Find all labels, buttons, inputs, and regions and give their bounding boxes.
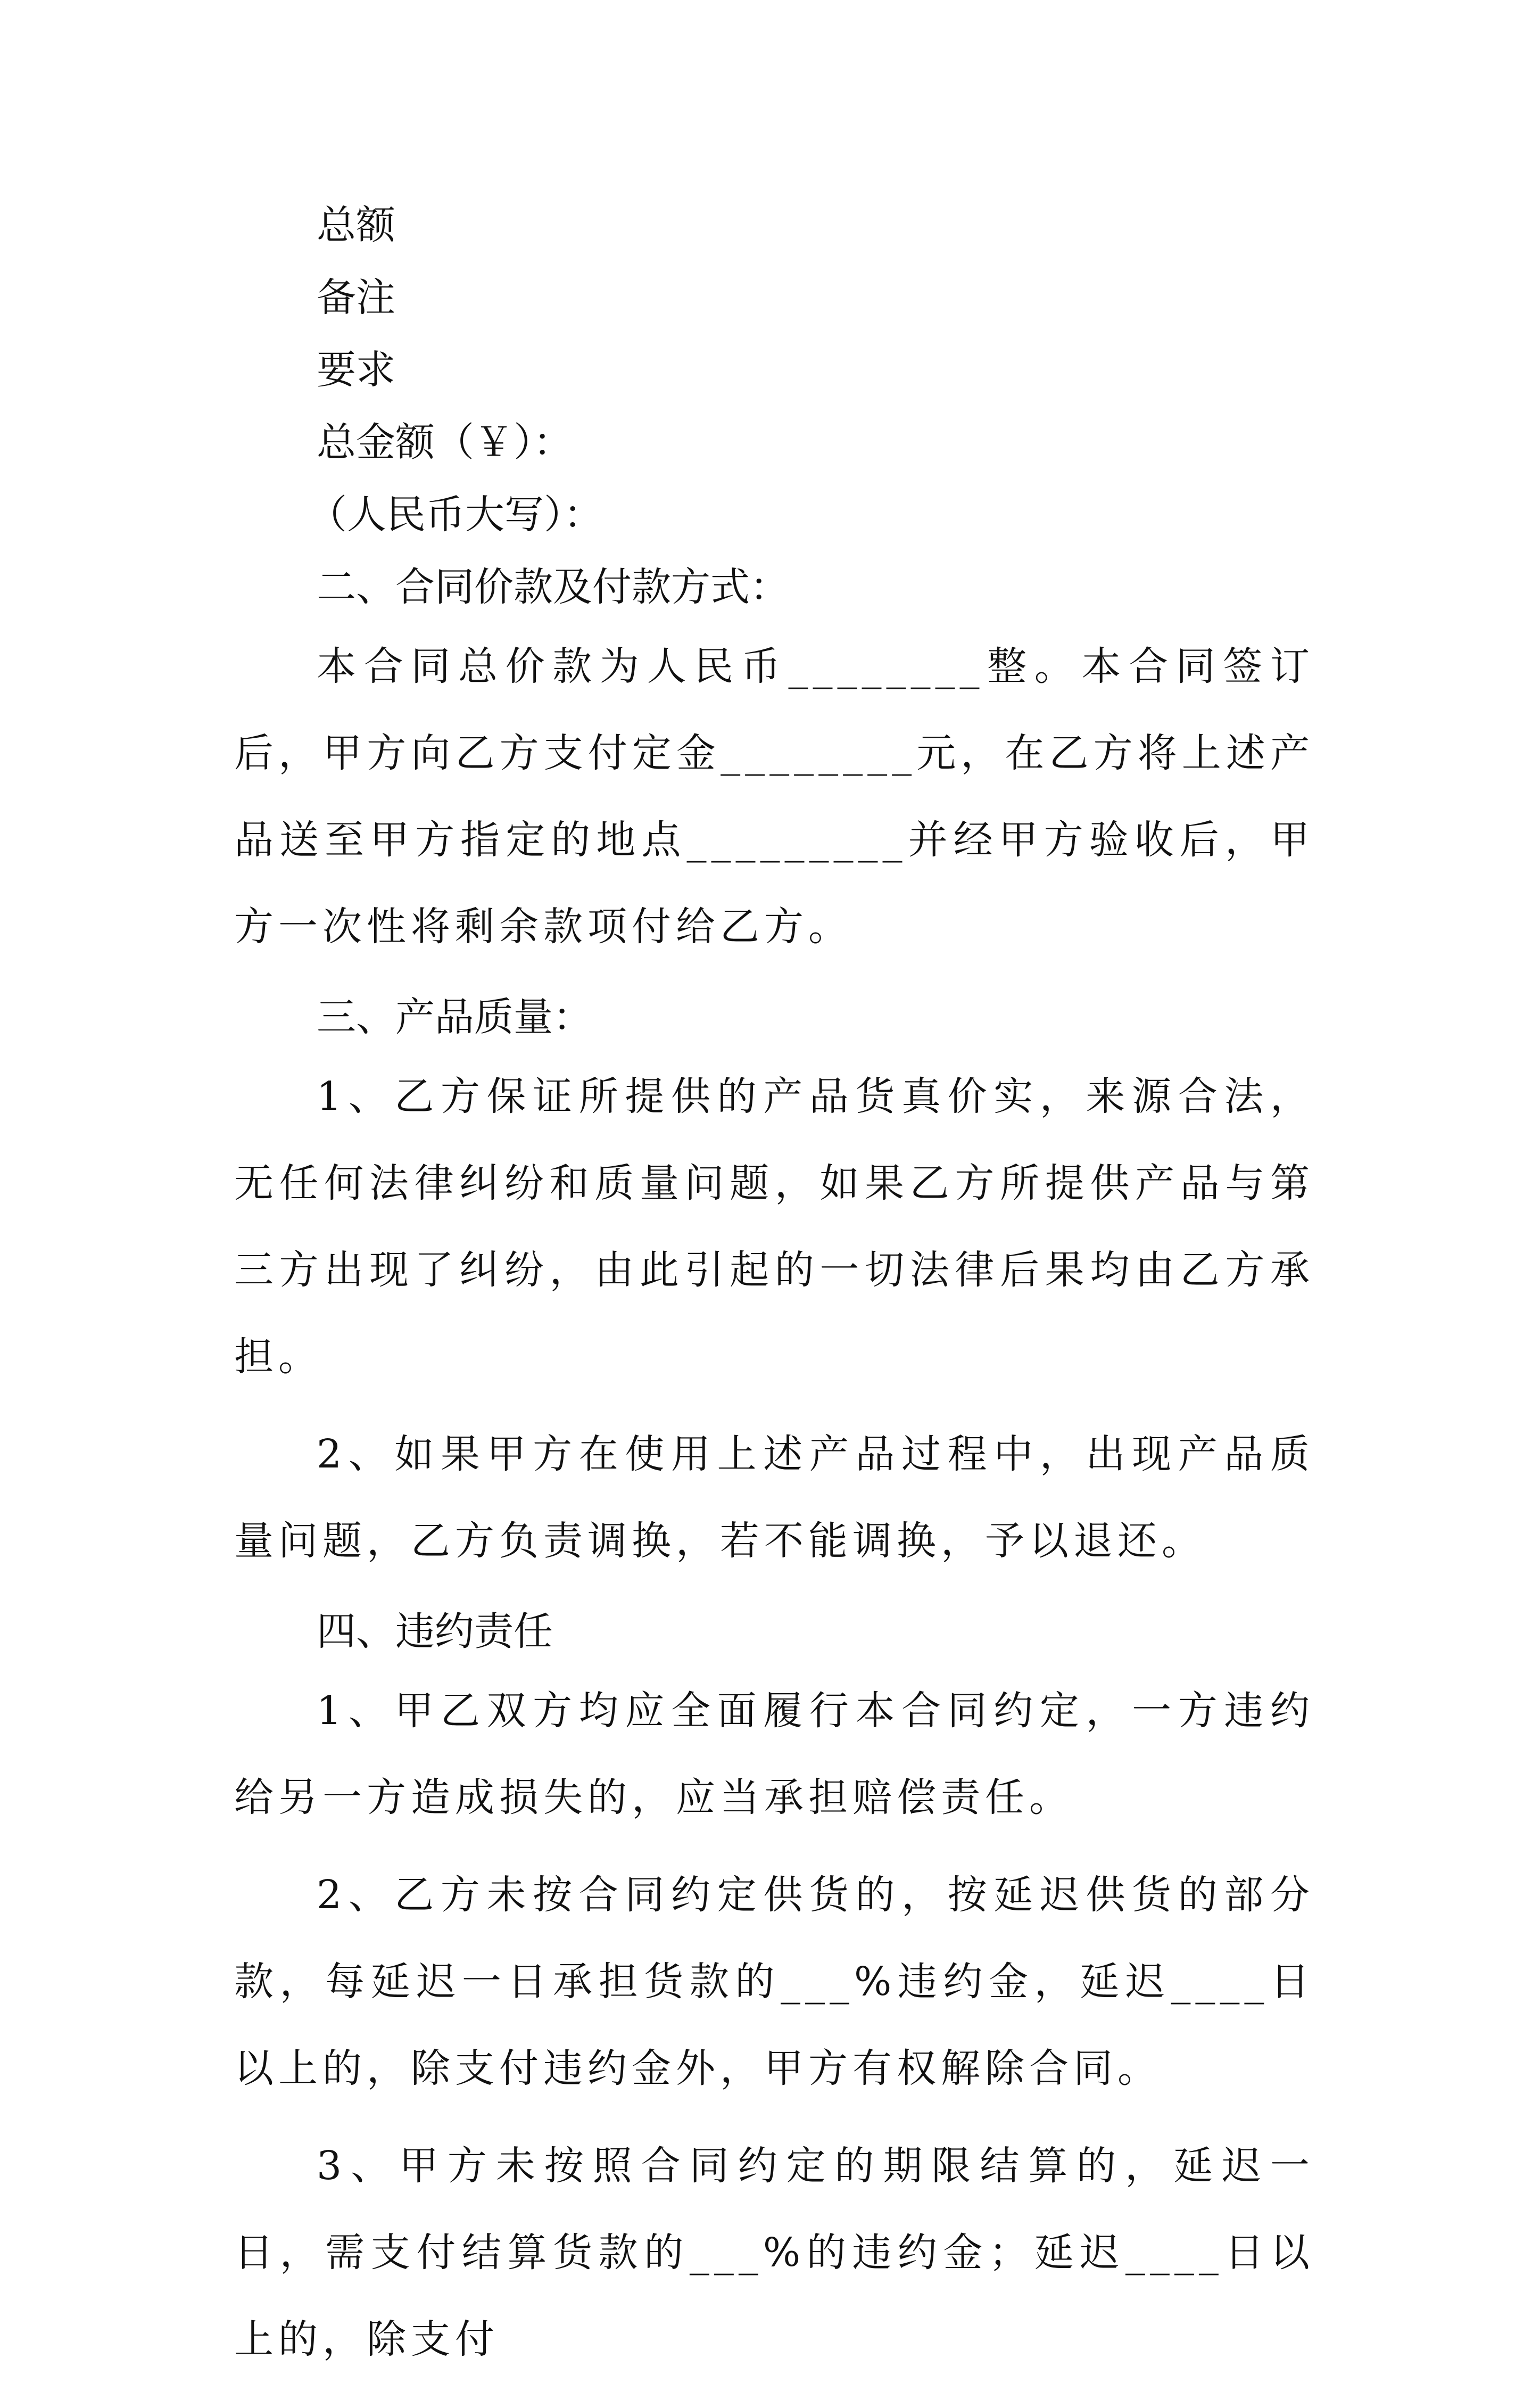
- line-total-amount: 总金额（￥）：: [317, 419, 573, 465]
- line-rmb-uppercase: （人民币大写）：: [308, 492, 603, 538]
- section4-item2: 2、乙方未按合同约定供货的，按延迟供货的部分款，每延迟一日承担货款的___%违约金，延迟____日以上的，除支付违约金外，甲方有权解除合同。: [234, 1872, 1314, 2091]
- line-requirement: 要求: [317, 347, 395, 393]
- spacer: [234, 1585, 1314, 1595]
- spacer: [234, 970, 1314, 981]
- section4-item1: 1、甲乙双方均应全面履行本合同约定，一方违约给另一方造成损失的，应当承担赔偿责任。: [234, 1688, 1314, 1820]
- section3-item2: 2、如果甲方在使用上述产品过程中，出现产品质量问题，乙方负责调换，若不能调换，予以退还。: [234, 1431, 1314, 1564]
- spacer: [234, 1400, 1314, 1411]
- section4-item3: 3、甲方未按照合同约定的期限结算的，延迟一日，需支付结算货款的___%的违约金；延迟____日以上的，除支付: [234, 2143, 1314, 2362]
- line-total: 总额: [317, 202, 395, 248]
- section2-heading: 二、合同价款及付款方式：: [317, 564, 789, 610]
- line-remark: 备注: [317, 275, 395, 320]
- section3-heading: 三、产品质量：: [317, 994, 592, 1040]
- section3-item1: 1、乙方保证所提供的产品货真价实，来源合法，无任何法律纠纷和质量问题，如果乙方所提供产品与第三方出现了纠纷，由此引起的一切法律后果均由乙方承担。: [234, 1074, 1314, 1380]
- section4-heading: 四、违约责任: [317, 1609, 553, 1654]
- document-body: [234, 189, 1314, 2383]
- section2-paragraph: 本合同总价款为人民币________整。本合同签订后，甲方向乙方支付定金________元，在乙方将上述产品送至甲方指定的地点_________并经甲方验收后，甲方一次性将剩余款项付给乙方。: [234, 644, 1314, 950]
- spacer: [234, 2112, 1314, 2123]
- spacer: [234, 1841, 1314, 1852]
